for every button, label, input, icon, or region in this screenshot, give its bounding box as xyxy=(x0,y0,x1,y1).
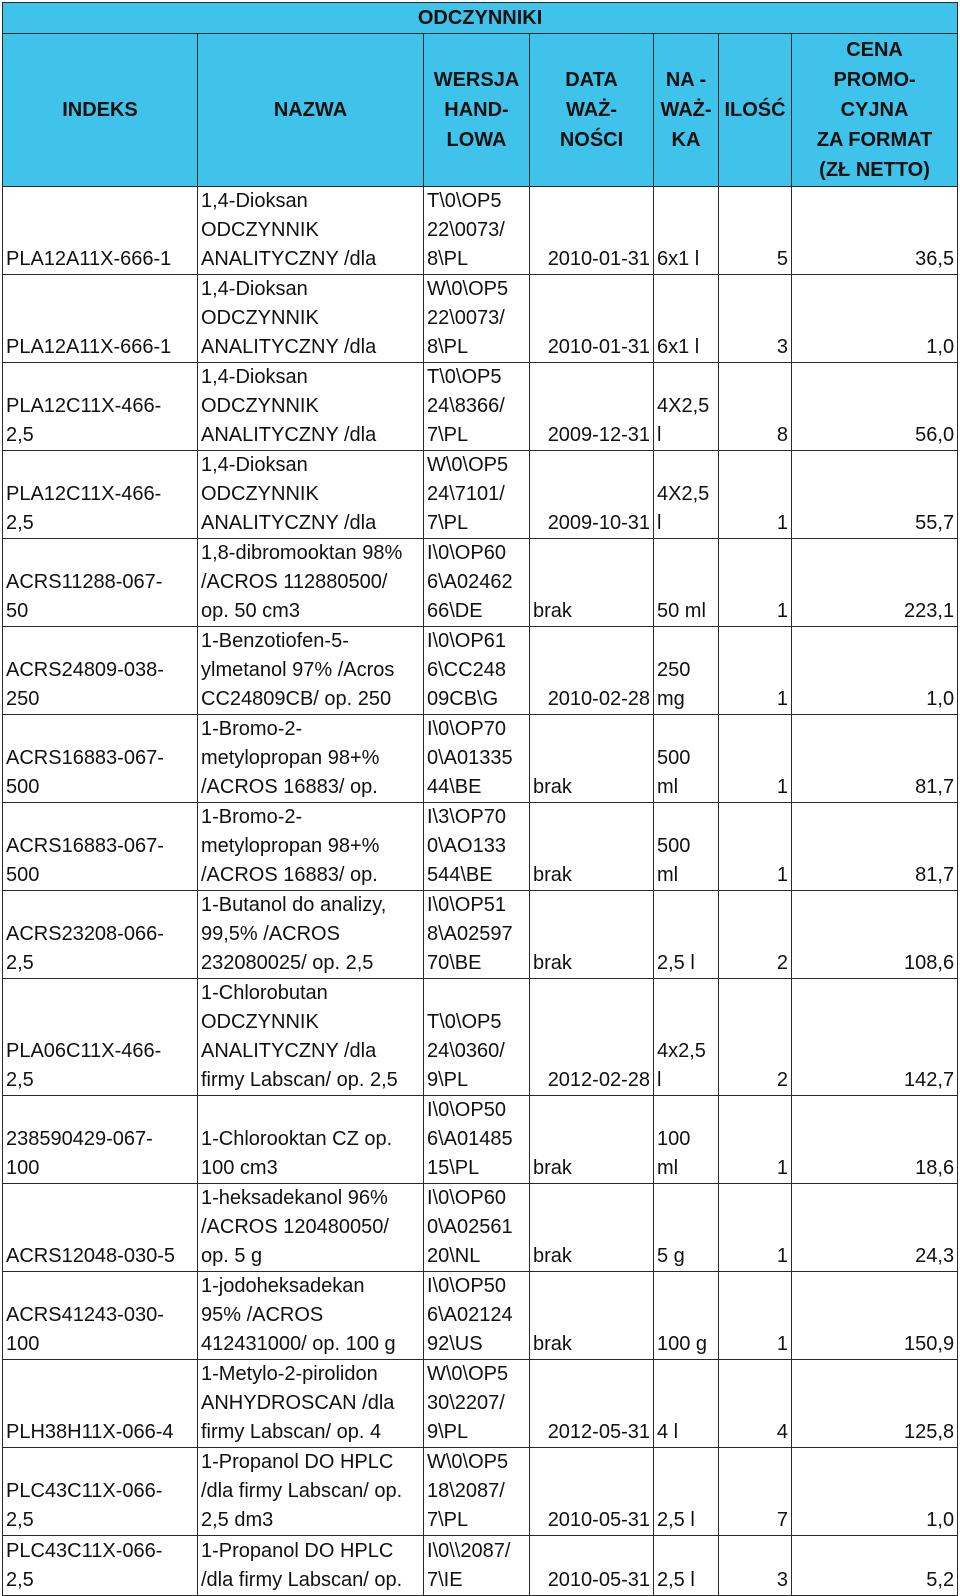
cell-indeks: PLA12A11X-666-1 xyxy=(3,187,198,275)
cell-indeks: ACRS23208-066- 2,5 xyxy=(3,891,198,979)
header-nawazka: NA - WAŻ- KA xyxy=(654,34,719,187)
cell-data: brak xyxy=(530,803,654,891)
cell-indeks: PLA12C11X-466- 2,5 xyxy=(3,451,198,539)
cell-ilosc: 1 xyxy=(719,539,792,627)
table-row xyxy=(3,627,958,715)
cell-nawazka: 2,5 l xyxy=(654,1536,719,1596)
cell-data: 2009-10-31 xyxy=(530,451,654,539)
cell-nawazka: 500 ml xyxy=(654,715,719,803)
cell-ilosc: 2 xyxy=(719,979,792,1096)
header-data: DATA WAŻ- NOŚCI xyxy=(530,34,654,187)
cell-nawazka: 500 ml xyxy=(654,803,719,891)
cell-data: 2010-02-28 xyxy=(530,627,654,715)
cell-wersja: I\0\OP51 8\A02597 70\BE xyxy=(424,891,530,979)
cell-indeks: PLH38H11X-066-4 xyxy=(3,1360,198,1448)
cell-indeks: 238590429-067- 100 xyxy=(3,1096,198,1184)
cell-cena: 150,9 xyxy=(792,1272,958,1360)
cell-indeks: ACRS11288-067- 50 xyxy=(3,539,198,627)
cell-indeks: PLA06C11X-466- 2,5 xyxy=(3,979,198,1096)
cell-data: 2012-05-31 xyxy=(530,1360,654,1448)
cell-data: 2010-05-31 xyxy=(530,1536,654,1596)
cell-wersja: I\0\OP61 6\CC248 09CB\G xyxy=(424,627,530,715)
table-row xyxy=(3,803,958,891)
cell-cena: 1,0 xyxy=(792,275,958,363)
cell-cena: 81,7 xyxy=(792,715,958,803)
cell-data: brak xyxy=(530,1096,654,1184)
cell-nazwa: 1-Propanol DO HPLC /dla firmy Labscan/ op. 2,5 dm3 xyxy=(198,1448,424,1536)
header-indeks: INDEKS xyxy=(3,34,198,187)
cell-wersja: T\0\OP5 22\0073/ 8\PL xyxy=(424,187,530,275)
cell-cena: 142,7 xyxy=(792,979,958,1096)
cell-cena: 81,7 xyxy=(792,803,958,891)
cell-ilosc: 3 xyxy=(719,1536,792,1596)
table-row xyxy=(3,1272,958,1360)
cell-nawazka: 50 ml xyxy=(654,539,719,627)
cell-wersja: I\0\OP70 0\A01335 44\BE xyxy=(424,715,530,803)
cell-ilosc: 1 xyxy=(719,1184,792,1272)
cell-cena: 5,2 xyxy=(792,1536,958,1596)
cell-wersja: I\0\\2087/ 7\IE xyxy=(424,1536,530,1596)
cell-indeks: ACRS16883-067- 500 xyxy=(3,803,198,891)
cell-nawazka: 4 l xyxy=(654,1360,719,1448)
cell-wersja: W\0\OP5 22\0073/ 8\PL xyxy=(424,275,530,363)
cell-nawazka: 250 mg xyxy=(654,627,719,715)
cell-nazwa: 1-Bromo-2- metylopropan 98+% /ACROS 16883/ op. xyxy=(198,803,424,891)
cell-nazwa: 1-Butanol do analizy, 99,5% /ACROS 232080025/ op. 2,5 xyxy=(198,891,424,979)
cell-nawazka: 100 g xyxy=(654,1272,719,1360)
table-row xyxy=(3,1184,958,1272)
cell-cena: 36,5 xyxy=(792,187,958,275)
table-row xyxy=(3,539,958,627)
cell-data: 2010-01-31 xyxy=(530,275,654,363)
cell-ilosc: 3 xyxy=(719,275,792,363)
cell-ilosc: 1 xyxy=(719,1272,792,1360)
cell-data: brak xyxy=(530,715,654,803)
cell-nazwa: 1-Chlorobutan ODCZYNNIK ANALITYCZNY /dla firmy Labscan/ op. 2,5 xyxy=(198,979,424,1096)
cell-data: 2010-01-31 xyxy=(530,187,654,275)
cell-nazwa: 1-Propanol DO HPLC /dla firmy Labscan/ op. xyxy=(198,1536,424,1596)
cell-ilosc: 1 xyxy=(719,715,792,803)
cell-nawazka: 2,5 l xyxy=(654,891,719,979)
cell-nazwa: 1,4-Dioksan ODCZYNNIK ANALITYCZNY /dla xyxy=(198,451,424,539)
table-row xyxy=(3,187,958,275)
cell-nazwa: 1-Benzotiofen-5- ylmetanol 97% /Acros CC24809CB/ op. 250 xyxy=(198,627,424,715)
cell-wersja: I\0\OP50 6\A01485 15\PL xyxy=(424,1096,530,1184)
cell-nazwa: 1-jodoheksadekan 95% /ACROS 412431000/ op. 100 g xyxy=(198,1272,424,1360)
cell-nawazka: 2,5 l xyxy=(654,1448,719,1536)
cell-data: brak xyxy=(530,1272,654,1360)
cell-cena: 56,0 xyxy=(792,363,958,451)
cell-cena: 1,0 xyxy=(792,1448,958,1536)
cell-wersja: W\0\OP5 24\7101/ 7\PL xyxy=(424,451,530,539)
table-row xyxy=(3,363,958,451)
table-row xyxy=(3,451,958,539)
cell-wersja: T\0\OP5 24\0360/ 9\PL xyxy=(424,979,530,1096)
cell-nazwa: 1-Bromo-2- metylopropan 98+% /ACROS 16883/ op. xyxy=(198,715,424,803)
header-ilosc: ILOŚĆ xyxy=(719,34,792,187)
cell-ilosc: 5 xyxy=(719,187,792,275)
cell-nazwa: 1,4-Dioksan ODCZYNNIK ANALITYCZNY /dla xyxy=(198,275,424,363)
cell-indeks: PLA12C11X-466- 2,5 xyxy=(3,363,198,451)
cell-ilosc: 2 xyxy=(719,891,792,979)
table-row xyxy=(3,275,958,363)
cell-nawazka: 4X2,5 l xyxy=(654,451,719,539)
table-row xyxy=(3,1536,958,1596)
table-row xyxy=(3,1448,958,1536)
header-nazwa: NAZWA xyxy=(198,34,424,187)
cell-cena: 125,8 xyxy=(792,1360,958,1448)
cell-wersja: I\3\OP70 0\AO133 544\BE xyxy=(424,803,530,891)
cell-indeks: PLC43C11X-066- 2,5 xyxy=(3,1536,198,1596)
header-wersja: WERSJA HAND- LOWA xyxy=(424,34,530,187)
header-row xyxy=(3,34,958,187)
cell-cena: 223,1 xyxy=(792,539,958,627)
cell-cena: 55,7 xyxy=(792,451,958,539)
cell-nawazka: 4X2,5 l xyxy=(654,363,719,451)
cell-nawazka: 6x1 l xyxy=(654,275,719,363)
cell-data: brak xyxy=(530,1184,654,1272)
cell-cena: 18,6 xyxy=(792,1096,958,1184)
cell-ilosc: 4 xyxy=(719,1360,792,1448)
cell-ilosc: 1 xyxy=(719,451,792,539)
cell-cena: 24,3 xyxy=(792,1184,958,1272)
cell-wersja: T\0\OP5 24\8366/ 7\PL xyxy=(424,363,530,451)
cell-wersja: W\0\OP5 30\2207/ 9\PL xyxy=(424,1360,530,1448)
cell-nawazka: 4x2,5 l xyxy=(654,979,719,1096)
cell-nazwa: 1,8-dibromooktan 98% /ACROS 112880500/ op. 50 cm3 xyxy=(198,539,424,627)
cell-nawazka: 100 ml xyxy=(654,1096,719,1184)
cell-nazwa: 1,4-Dioksan ODCZYNNIK ANALITYCZNY /dla xyxy=(198,363,424,451)
cell-nawazka: 6x1 l xyxy=(654,187,719,275)
cell-wersja: W\0\OP5 18\2087/ 7\PL xyxy=(424,1448,530,1536)
table-row xyxy=(3,979,958,1096)
cell-indeks: ACRS12048-030-5 xyxy=(3,1184,198,1272)
cell-data: 2010-05-31 xyxy=(530,1448,654,1536)
cell-data: 2012-02-28 xyxy=(530,979,654,1096)
table-title: ODCZYNNIKI xyxy=(3,3,958,34)
cell-indeks: ACRS41243-030- 100 xyxy=(3,1272,198,1360)
cell-indeks: ACRS24809-038- 250 xyxy=(3,627,198,715)
cell-wersja: I\0\OP50 6\A02124 92\US xyxy=(424,1272,530,1360)
cell-wersja: I\0\OP60 0\A02561 20\NL xyxy=(424,1184,530,1272)
cell-data: 2009-12-31 xyxy=(530,363,654,451)
cell-ilosc: 1 xyxy=(719,803,792,891)
table-row xyxy=(3,891,958,979)
cell-nazwa: 1-Chlorooktan CZ op. 100 cm3 xyxy=(198,1096,424,1184)
cell-indeks: PLA12A11X-666-1 xyxy=(3,275,198,363)
cell-nawazka: 5 g xyxy=(654,1184,719,1272)
table-row xyxy=(3,1360,958,1448)
cell-ilosc: 8 xyxy=(719,363,792,451)
table-row xyxy=(3,715,958,803)
cell-indeks: ACRS16883-067- 500 xyxy=(3,715,198,803)
cell-data: brak xyxy=(530,891,654,979)
cell-ilosc: 1 xyxy=(719,1096,792,1184)
cell-nazwa: 1-heksadekanol 96% /ACROS 120480050/ op. 5 g xyxy=(198,1184,424,1272)
cell-ilosc: 7 xyxy=(719,1448,792,1536)
reagents-table xyxy=(2,2,958,1596)
cell-nazwa: 1-Metylo-2-pirolidon ANHYDROSCAN /dla firmy Labscan/ op. 4 xyxy=(198,1360,424,1448)
cell-nazwa: 1,4-Dioksan ODCZYNNIK ANALITYCZNY /dla xyxy=(198,187,424,275)
title-row xyxy=(3,3,958,34)
cell-ilosc: 1 xyxy=(719,627,792,715)
table-body xyxy=(3,187,958,1596)
cell-wersja: I\0\OP60 6\A02462 66\DE xyxy=(424,539,530,627)
table-row xyxy=(3,1096,958,1184)
cell-cena: 1,0 xyxy=(792,627,958,715)
cell-cena: 108,6 xyxy=(792,891,958,979)
cell-data: brak xyxy=(530,539,654,627)
header-cena: CENA PROMO- CYJNA ZA FORMAT (ZŁ NETTO) xyxy=(792,34,958,187)
cell-indeks: PLC43C11X-066- 2,5 xyxy=(3,1448,198,1536)
